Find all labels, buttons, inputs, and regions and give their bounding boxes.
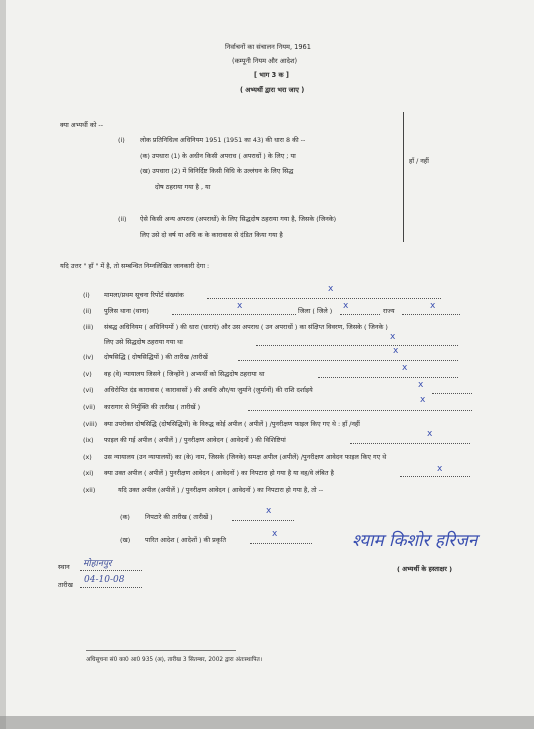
sub-item-number: (ख) xyxy=(120,536,131,544)
header-instruction: ( अभ्यर्थी द्वारा भरा जाए ) xyxy=(240,86,305,94)
item-number: (iv) xyxy=(83,353,94,361)
cross-mark: x xyxy=(343,301,349,311)
item-number: (xi) xyxy=(83,469,94,477)
item-case-number-field xyxy=(207,298,441,299)
item-sentence-field xyxy=(432,393,472,394)
cross-mark: x xyxy=(272,529,278,539)
item-number: (vi) xyxy=(83,386,94,394)
item-district-label: जिला ( जिले ) xyxy=(298,307,333,315)
section-ii-number: (ii) xyxy=(118,215,127,223)
cross-mark: x xyxy=(402,363,408,373)
item-appeal-details-label: फाइल की गई अपील ( अपीलें ) / पुनरीक्षण आवेदन ( आवेदनों ) की विशिष्टियां xyxy=(104,436,286,444)
header-subtitle: (कम्पूनी नियम और आदेश) xyxy=(232,57,298,65)
sub-item-disposal-date-label: निपटारे की तारीख ( तारीखें ) xyxy=(145,513,213,521)
item-number: (xii) xyxy=(83,486,96,494)
candidate-signature: श्याम किशोर हरिजन xyxy=(352,531,478,551)
place-label: स्थान xyxy=(58,563,70,571)
item-act-section-field xyxy=(256,345,458,346)
cross-mark: x xyxy=(437,464,443,474)
section-i-line2: (क) उपधारा (1) के अधीन किसी अपराध ( अपराधों ) के लिए ; या xyxy=(140,152,296,160)
item-appeal-details-field xyxy=(350,443,470,444)
intro-text: क्या अभ्यर्थी को -- xyxy=(60,121,104,129)
cross-mark: x xyxy=(393,346,399,356)
margin-note-yes-no: हाँ / नहीं xyxy=(409,157,429,165)
cross-mark: x xyxy=(328,284,334,294)
item-number: (x) xyxy=(83,453,92,461)
header-rule-title: निर्वाचनों का संचालन नियम, 1961 xyxy=(225,43,311,51)
cross-mark: x xyxy=(427,429,433,439)
item-court-label: वह (वे) न्यायालय जिसने ( जिन्होंने ) अभ्यर्थी को सिद्धदोष ठहराया था xyxy=(104,370,265,378)
item-release-date-label: कारागार से निर्मुक्ति की तारीख ( तारीखें ) xyxy=(104,403,201,411)
cross-mark: x xyxy=(266,506,272,516)
item-police-station-label: पुलिस थाना (थाना) xyxy=(104,307,149,315)
item-release-date-field xyxy=(248,410,472,411)
item-number: (v) xyxy=(83,370,92,378)
item-appeal-filed-label: क्या उपरोक्त दोषसिद्धि (दोषसिद्धियों) के विरुद्ध कोई अपील ( अपीलें ) /पुनरीक्षण फाइल किए गए थे : हाँ /नहीं xyxy=(104,420,360,428)
item-case-number-label: मामला/प्रथम सूचना रिपोर्ट संख्यांक xyxy=(104,291,184,299)
header-part: [ भाग 3 क ] xyxy=(254,71,289,79)
section-ii-line1: ऐसे किसी अन्य अपराध (अपराधों) के लिए सिद्धदोष ठहराया गया है, जिसके (जिनके) xyxy=(140,215,337,223)
condition-text: यदि उत्तर " हाँ " में है, तो सम्बन्धित निम्नलिखित जानकारी देगा : xyxy=(60,262,210,270)
signature-label: ( अभ्यर्थी के हस्ताक्षर ) xyxy=(397,565,453,573)
section-ii-line2: लिए उसे दो वर्ष या अधि क के कारावास से दंडित किया गया है xyxy=(140,231,283,239)
item-act-section-label: संबद्ध अधिनियम ( अधिनियमों ) की धारा (धाराएं) और उस अपराध ( उन अपराधों ) का संक्षिप्त विवरण, जिसके ( जिनके ) xyxy=(104,323,388,331)
margin-bracket-line xyxy=(403,112,404,242)
item-conviction-date-label: दोषसिद्धि ( दोषसिद्धियों ) की तारीख /तारीखें xyxy=(104,353,208,361)
place-value: मोहानपुर xyxy=(83,559,112,569)
cross-mark: x xyxy=(390,332,396,342)
item-act-section-line2: लिए उसे सिद्धदोष ठहराया गया था xyxy=(104,338,183,346)
cross-mark: x xyxy=(237,301,243,311)
item-number: (i) xyxy=(83,291,90,299)
item-appeal-disposed-label: यदि उक्त अपील (अपीलें ) / पुनरीक्षण आवेदन ( आवेदनों ) का निपटारा हो गया है, तो -- xyxy=(118,486,324,494)
item-sentence-label: अधिरोपित दंड कारावास ( कारावासों ) की अवधि और/या जुर्माने (जुर्मानों) की राशि दर्शाइये xyxy=(104,386,313,394)
item-district-field xyxy=(340,314,380,315)
item-court-field xyxy=(318,377,458,378)
cross-mark: x xyxy=(418,380,424,390)
item-conviction-date-field xyxy=(238,360,458,361)
item-appeal-status-label: क्या उक्त अपील ( अपीलें ) पुनरीक्षण आवेदन ( आवेदनों ) का निपटारा हो गया है या वह/वे लंबित है xyxy=(104,469,334,477)
item-number: (ix) xyxy=(83,436,94,444)
scan-bleed-bottom xyxy=(0,716,534,729)
section-i-line4: दोष ठहराया गया है , या xyxy=(155,183,211,191)
sub-item-order-nature-field xyxy=(250,543,312,544)
item-number: (vii) xyxy=(83,403,96,411)
item-number: (iii) xyxy=(83,323,94,331)
item-appeal-status-field xyxy=(400,476,470,477)
date-label: तारीख xyxy=(58,581,73,589)
cross-mark: x xyxy=(430,301,436,311)
section-i-number: (i) xyxy=(118,136,125,144)
cross-mark: x xyxy=(420,395,426,405)
item-appeal-court-label: उस न्यायालय (उन न्यायालयों) का (के) नाम, जिसके (जिनके) समक्ष अपील (अपीलें) /पुनरीक्षण आवेदन फाइल किए गए थे xyxy=(104,453,387,461)
section-i-line3: (ख) उपधारा (2) में विनिर्दिष्ट किसी विधि के उल्लंघन के लिए सिद्ध xyxy=(140,167,294,175)
footnote-rule xyxy=(86,650,236,651)
place-field xyxy=(80,570,142,571)
item-state-field xyxy=(402,314,460,315)
scan-bleed-left xyxy=(0,0,6,729)
item-number: (viii) xyxy=(83,420,98,428)
sub-item-order-nature-label: पारित आदेश ( आदेशों ) की प्रकृति xyxy=(145,536,226,544)
sub-item-disposal-date-field xyxy=(232,520,294,521)
item-state-label: राज्य xyxy=(383,307,395,315)
date-field xyxy=(80,587,142,588)
item-police-station-field xyxy=(172,314,296,315)
date-value: 04-10-08 xyxy=(84,575,125,585)
section-i-line1: लोक प्रतिनिधित्व अधिनियम 1951 (1951 का 43) की धारा 8 की -- xyxy=(140,136,306,144)
item-number: (ii) xyxy=(83,307,92,315)
footnote: अधिसूचना सं0 का0 आ0 935 (अ), तारीख 3 सितम्बर, 2002 द्वारा अंतःस्थापित। xyxy=(86,657,263,663)
sub-item-number: (क) xyxy=(120,513,130,521)
